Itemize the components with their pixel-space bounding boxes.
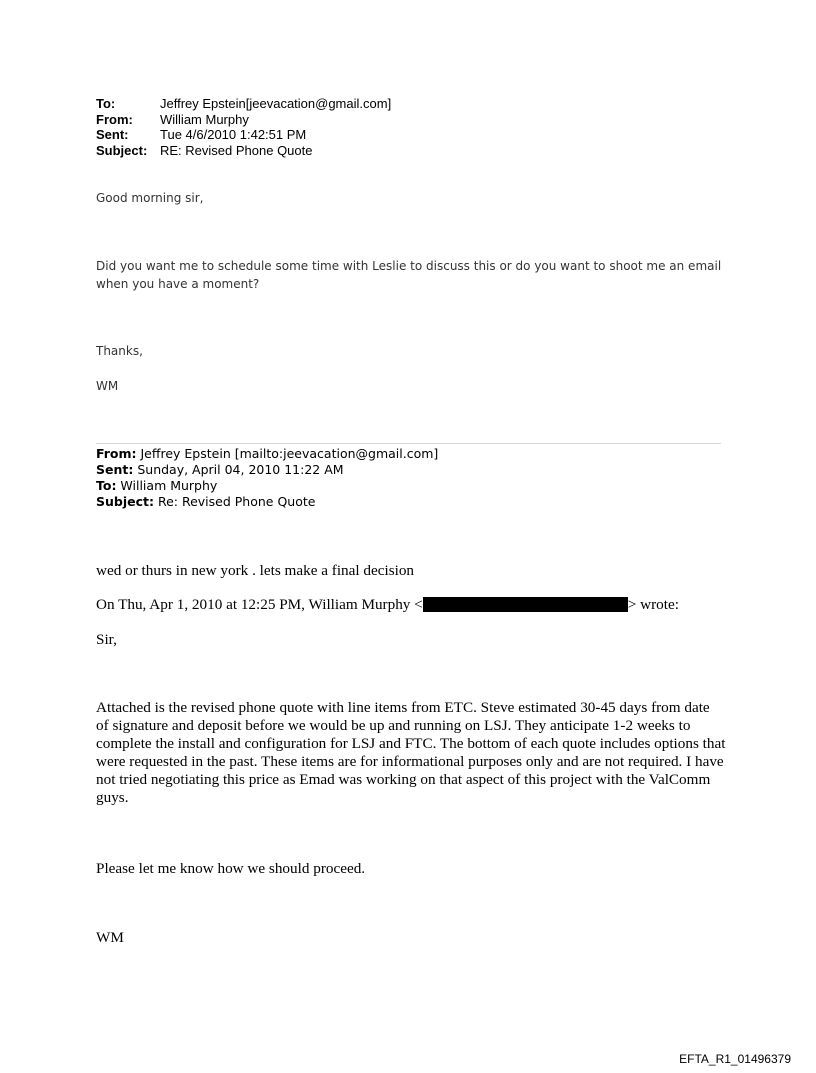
quoted-salutation: Sir, [96,631,117,648]
header-from-row [96,112,391,128]
attribution-line [96,596,726,614]
header-to-row [96,96,391,112]
reply-thanks: Thanks, [96,344,143,358]
quoted-subject-label: Subject: [96,494,154,509]
quoted-from-value: Jeffrey Epstein [mailto:jeevacation@gmail.com] [136,446,439,461]
attribution-suffix: > wrote: [627,596,679,613]
quoted-sent-row [96,462,438,478]
header-subject-row [96,143,391,159]
redaction-bar [423,597,628,612]
reply-greeting: Good morning sir, [96,191,204,205]
reply-signature: WM [96,379,119,393]
quoted-signature: WM [96,929,124,946]
subject-label: Subject: [96,142,148,158]
quoted-paragraph: Attached is the revised phone quote with line items from ETC. Steve estimated 30-45 days from date of signature and deposit before we would be up and running on LSJ. They anticipate 1-2 weeks to complete the install and configuration for LSJ and FTC. The bottom of each quote includes options that were requested in the past. These items are for informational purposes only and are not required. I have not tried negotiating this price as Emad was working on that aspect of this project with the ValComm guys. [96,699,726,806]
to-value: Jeffrey Epstein[jeevacation@gmail.com] [160,96,392,111]
quoted-from-label: From: [96,446,137,461]
quoted-to-value: William Murphy [116,478,218,493]
quoted-subject-value: Re: Revised Phone Quote [154,494,316,509]
sent-label: Sent: [96,127,129,142]
quote-divider [96,443,721,444]
quoted-to-label: To: [96,478,117,493]
quoted-sent-value: Sunday, April 04, 2010 11:22 AM [133,462,344,477]
header-sent-row [96,127,391,143]
to-label: To: [96,96,116,111]
from-value: William Murphy [160,111,249,127]
attribution-prefix: On Thu, Apr 1, 2010 at 12:25 PM, William Murphy < [96,596,423,613]
email-header [96,96,391,158]
quoted-from-row [96,446,438,462]
quoted-sent-label: Sent: [96,462,134,477]
subject-value: RE: Revised Phone Quote [160,142,313,158]
sent-value: Tue 4/6/2010 1:42:51 PM [160,127,307,142]
reply-question: Did you want me to schedule some time with Leslie to discuss this or do you want to shoot me an email when you have a moment? [96,259,722,291]
quoted-header [96,446,438,510]
from-label: From: [96,111,133,127]
quoted-line1: wed or thurs in new york . lets make a final decision [96,562,415,579]
quoted-subject-row [96,494,438,510]
quoted-to-row [96,478,438,494]
quoted-proceed: Please let me know how we should proceed. [96,860,366,877]
document-id: EFTA_R1_01496379 [679,1052,791,1066]
